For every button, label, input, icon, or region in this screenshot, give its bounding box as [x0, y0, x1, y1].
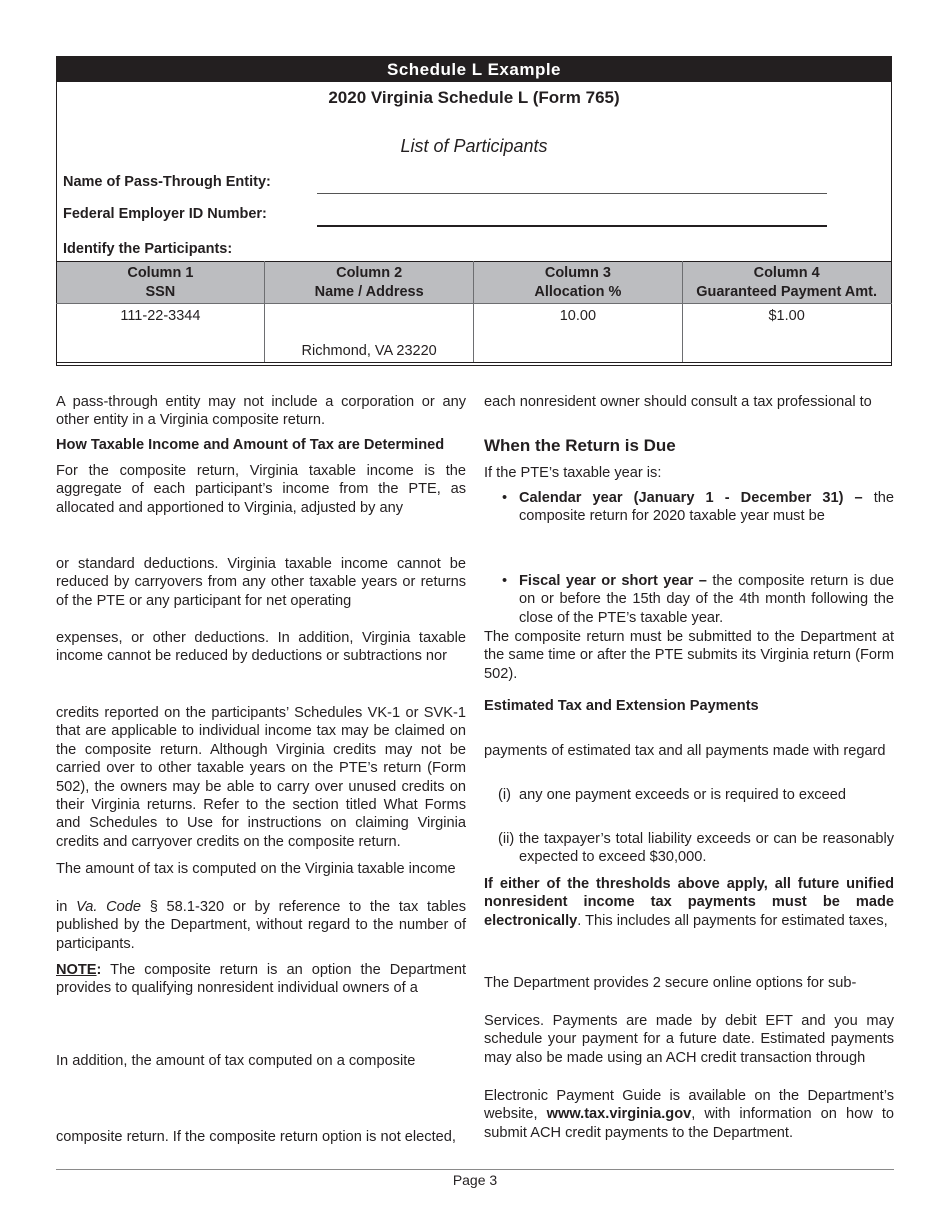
bullet-icon: •	[502, 490, 508, 506]
bullet-bold: Calendar year (January 1 - December 31) –	[519, 490, 863, 506]
section-heading-return-due: When the Return is Due	[484, 436, 676, 455]
paragraph	[56, 898, 466, 953]
bold-text: If either of the thresholds above apply, all future unified nonresident income tax payments must be made electronically	[484, 876, 894, 929]
bullet-item-fiscal-year	[484, 572, 894, 627]
bullet-text: the composite return is due on or before the 15th day of the 4th month following the close of the PTE’s taxable year.	[519, 573, 894, 626]
page-number: Page 3	[452, 1172, 498, 1188]
text: The composite return is an option the Department provides to qualifying nonresident individual owners of a	[56, 962, 466, 997]
enum-text: any one payment exceeds or is required to exceed	[519, 787, 846, 803]
fein-label: Federal Employer ID Number:	[63, 206, 267, 222]
entity-name-field[interactable]	[317, 175, 827, 194]
table-row	[56, 304, 891, 363]
column-number: Column 1	[127, 264, 194, 281]
text: . This includes all payments for estimated taxes,	[577, 912, 888, 929]
text: , with information on how to submit ACH credit payments to the Department.	[484, 1106, 895, 1141]
cell-name-address	[265, 304, 474, 363]
bullet-item-calendar-year	[484, 489, 894, 526]
enum-number: (i)	[498, 787, 511, 803]
website-link[interactable]: www.tax.virginia.gov	[546, 1106, 692, 1123]
column-title: Guaranteed Payment Amt.	[696, 283, 877, 300]
cell-ssn	[56, 304, 265, 363]
column-header-name-address	[265, 262, 474, 304]
schedule-subtitle: List of Participants	[400, 136, 548, 156]
cell-allocation	[474, 304, 683, 363]
paragraph: expenses, or other deductions. In addition, Virginia taxable income cannot be reduced by deductions or subtractions nor	[56, 630, 466, 665]
paragraph: The Department provides 2 secure online options for sub-	[484, 975, 857, 991]
enum-text: the taxpayer’s total liability exceeds or can be reasonably expected to exceed $30,000.	[519, 831, 894, 866]
address-value: Richmond, VA 23220	[301, 343, 437, 359]
cell-guaranteed-payment	[682, 304, 891, 363]
schedule-l-example	[56, 56, 892, 366]
text: in	[56, 899, 77, 915]
right-text-column	[484, 393, 894, 1153]
paragraph: For the composite return, Virginia taxable income is the aggregate of each participant’s income from the PTE, as allocated and apportioned to Virginia, adjusted by any	[56, 463, 466, 516]
column-number: Column 2	[336, 264, 403, 281]
bullet-text: the composite return for 2020 taxable year must be	[519, 490, 894, 525]
note-paragraph	[56, 961, 466, 998]
paragraph: or standard deductions. Virginia taxable income cannot be reduced by carryovers from any other taxable years or returns of the PTE or any participant for net operating	[56, 556, 466, 609]
column-header-guaranteed-payment	[682, 262, 891, 304]
paragraph: A pass-through entity may not include a corporation or any other entity in a Virginia composite return.	[56, 394, 466, 429]
paragraph	[484, 875, 894, 930]
note-label: NOTE	[56, 962, 97, 978]
table-header-row	[56, 262, 891, 304]
column-header-ssn	[56, 262, 265, 304]
schedule-header: Schedule L Example	[57, 57, 891, 82]
participants-table	[56, 261, 892, 363]
paragraph: If the PTE’s taxable year is:	[484, 465, 662, 481]
section-heading-taxable-income: How Taxable Income and Amount of Tax are Determined	[56, 437, 445, 453]
column-number: Column 3	[544, 264, 611, 281]
footer-divider	[56, 1169, 894, 1170]
column-title: SSN	[145, 283, 176, 300]
fein-field[interactable]	[317, 207, 827, 227]
paragraph: Services. Payments are made by debit EFT and you may schedule your payment for a future date. Estimated payments may also be made using an ACH credit transaction through	[484, 1013, 894, 1066]
paragraph: composite return. If the composite return option is not elected,	[56, 1129, 456, 1145]
bullet-icon: •	[502, 573, 508, 589]
enum-number: (ii)	[498, 831, 515, 847]
column-number: Column 4	[753, 264, 820, 281]
left-text-column	[56, 393, 466, 1153]
ssn-value: 111-22-3344	[120, 308, 201, 324]
allocation-value: 10.00	[559, 308, 597, 324]
paragraph: credits reported on the participants’ Schedules VK-1 or SVK-1 that are applicable to individual income tax may be claimed on the composite return. Although Virginia credits may not be carried over to other taxable years on the PTE’s return (Form 502), the owners may be able to carry over unused credits on their Virginia returns. Refer to the section titled What Forms and Schedules to Use for instructions on claiming Virginia credits and carryover credits on the composite return.	[56, 705, 466, 850]
column-title: Name / Address	[314, 283, 424, 300]
paragraph: payments of estimated tax and all payments made with regard	[484, 743, 886, 759]
paragraph	[484, 1087, 894, 1142]
participants-label: Identify the Participants:	[63, 241, 233, 257]
enum-item-i	[484, 786, 894, 804]
enum-item-ii	[484, 830, 894, 867]
va-code-italic: Va. Code	[76, 899, 142, 915]
column-header-allocation	[474, 262, 683, 304]
bullet-bold: Fiscal year or short year –	[519, 573, 707, 589]
paragraph: each nonresident owner should consult a tax professional to	[484, 394, 872, 410]
note-colon: :	[96, 962, 102, 978]
schedule-title: 2020 Virginia Schedule L (Form 765)	[328, 88, 620, 107]
text: § 58.1-320 or by reference to the tax tables published by the Department, without regard to the number of participants.	[56, 899, 466, 952]
entity-name-label: Name of Pass-Through Entity:	[63, 174, 271, 190]
guaranteed-payment-value: $1.00	[768, 308, 805, 324]
paragraph: The composite return must be submitted to the Department at the same time or after the PTE submits its Virginia return (Form 502).	[484, 629, 894, 682]
section-heading-estimated-tax: Estimated Tax and Extension Payments	[484, 698, 759, 714]
paragraph: The amount of tax is computed on the Virginia taxable income	[56, 861, 456, 877]
paragraph: In addition, the amount of tax computed on a composite	[56, 1053, 416, 1069]
text: Electronic Payment Guide is available on the Department’s website,	[484, 1088, 894, 1123]
column-title: Allocation %	[534, 283, 622, 300]
